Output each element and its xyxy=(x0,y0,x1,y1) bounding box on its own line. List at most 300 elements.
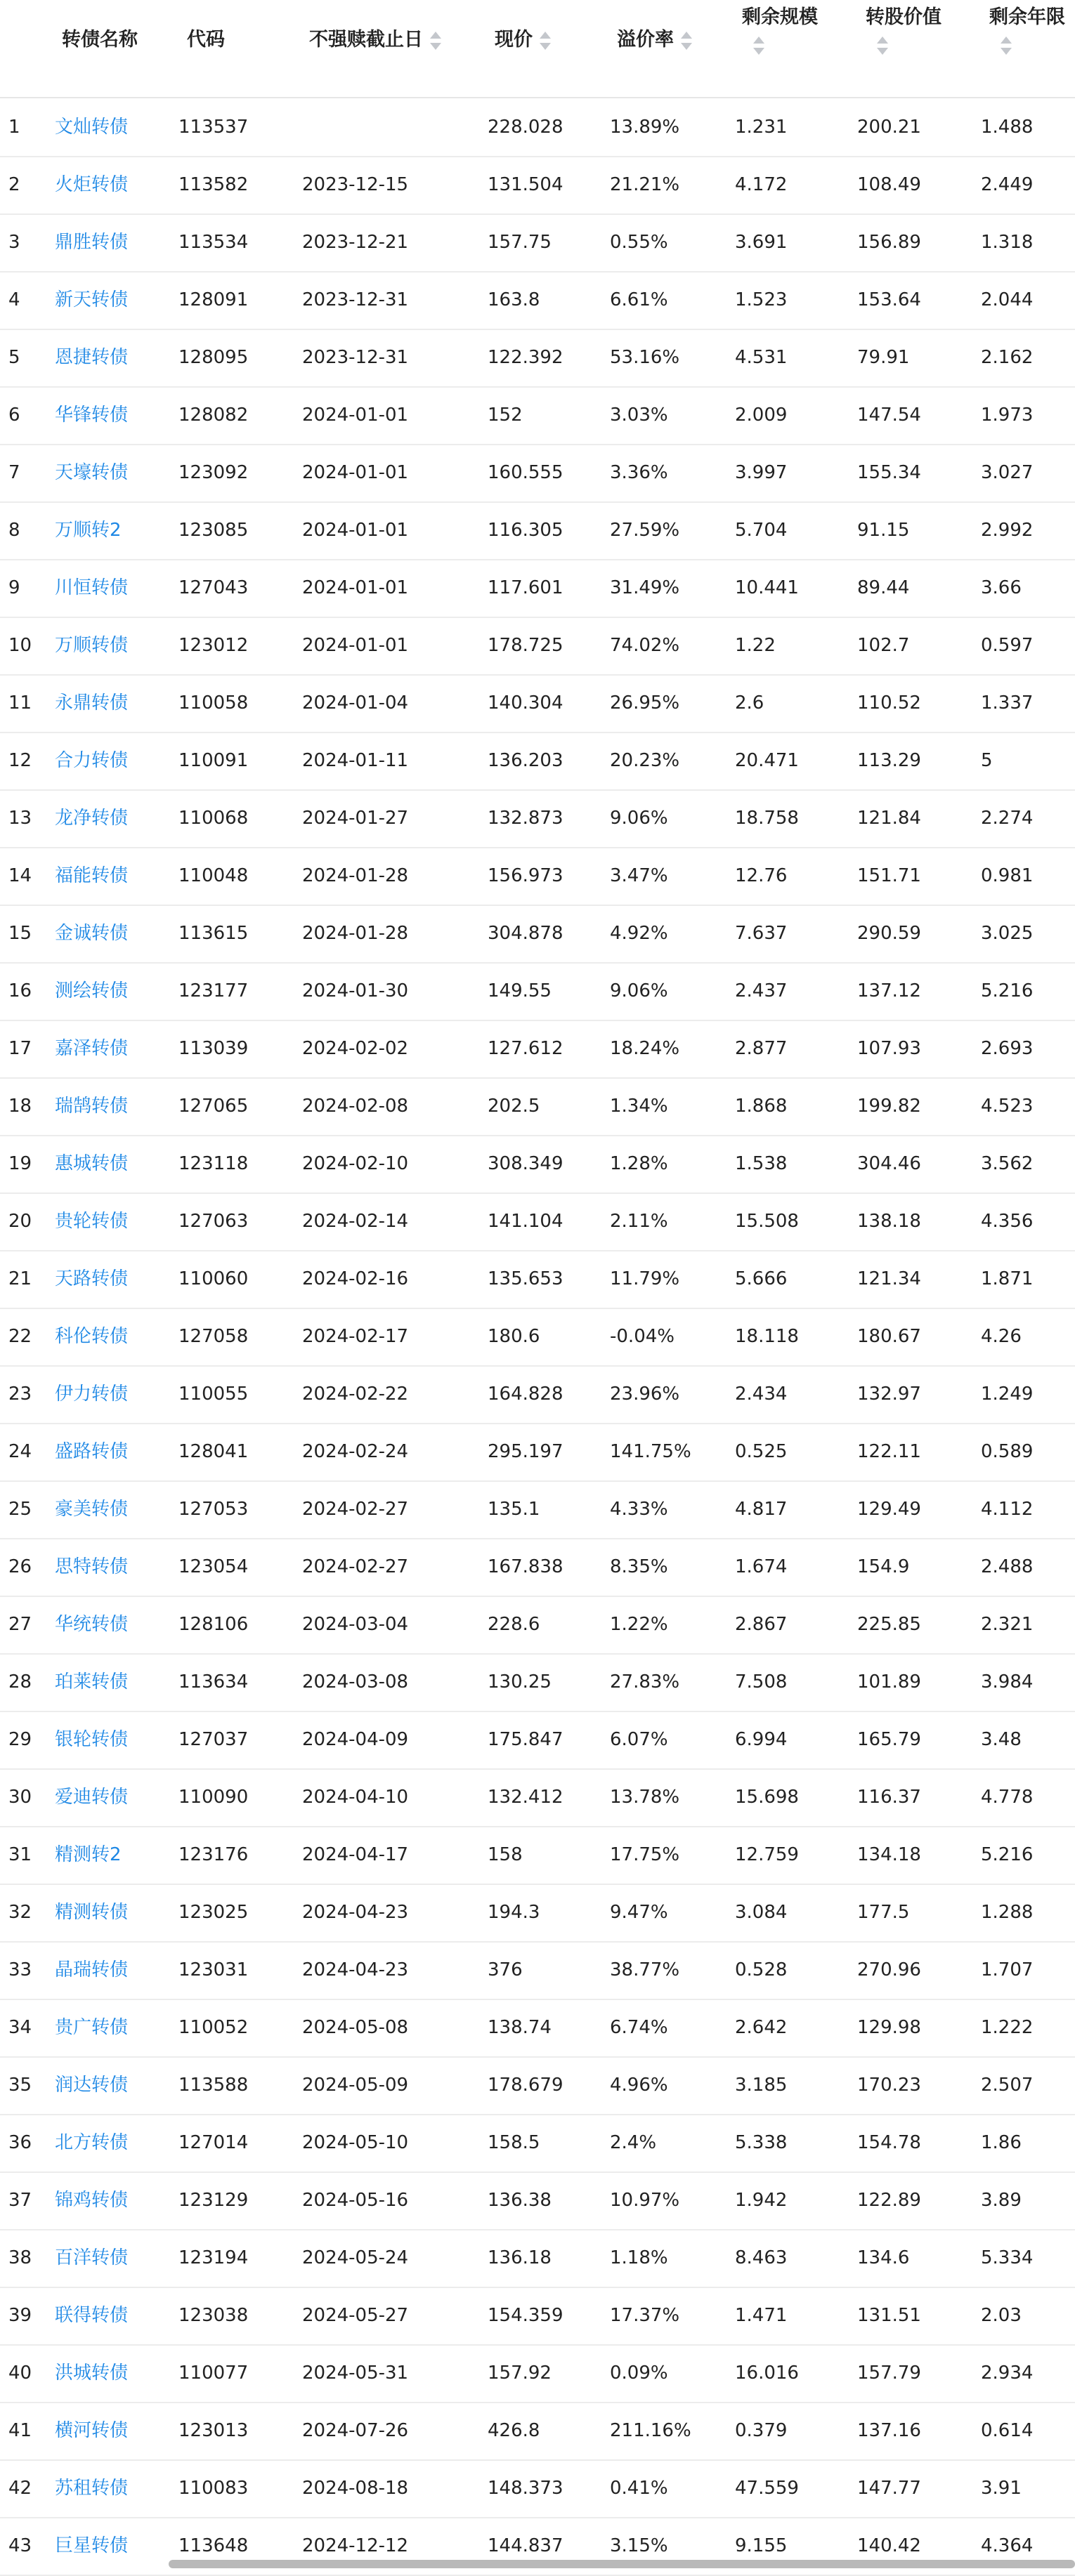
conv-value: 153.64 xyxy=(857,289,921,310)
bond-name-link[interactable]: 爱迪转债 xyxy=(55,1787,129,1808)
premium-value: 23.96% xyxy=(610,1384,680,1405)
col-header-name[interactable] xyxy=(62,28,138,52)
table-row[interactable] xyxy=(0,2114,1075,2173)
scale-value: 0.379 xyxy=(735,2420,788,2441)
row-index: 9 xyxy=(8,577,20,598)
years-value: 1.318 xyxy=(981,232,1034,253)
row-index: 36 xyxy=(8,2132,32,2153)
deadline-date: 2024-01-11 xyxy=(302,750,409,771)
table-row[interactable] xyxy=(0,1826,1075,1885)
bond-name-link[interactable]: 天路转债 xyxy=(55,1268,129,1289)
row-index: 18 xyxy=(8,1096,32,1117)
years-value: 1.973 xyxy=(981,405,1034,426)
price-value: 132.873 xyxy=(488,808,563,829)
premium-value: 17.75% xyxy=(610,1844,680,1865)
conv-value: 134.6 xyxy=(857,2247,910,2268)
scale-value: 16.016 xyxy=(735,2363,799,2384)
table-row[interactable] xyxy=(0,732,1075,791)
col-header-scale[interactable] xyxy=(742,6,818,55)
conv-value: 151.71 xyxy=(857,865,921,886)
premium-value: 6.07% xyxy=(610,1729,668,1750)
conv-value: 79.91 xyxy=(857,347,910,368)
scale-value: 5.338 xyxy=(735,2132,788,2153)
premium-value: 10.97% xyxy=(610,2190,680,2211)
conv-value: 200.21 xyxy=(857,117,921,138)
table-row[interactable] xyxy=(0,1423,1075,1482)
bond-code: 113634 xyxy=(178,1671,249,1693)
scale-value: 4.172 xyxy=(735,174,788,195)
table-row[interactable] xyxy=(0,1711,1075,1770)
years-value: 1.871 xyxy=(981,1268,1034,1289)
deadline-date: 2024-02-14 xyxy=(302,1211,409,1232)
bond-code: 123025 xyxy=(178,1902,249,1923)
price-value: 144.837 xyxy=(488,2535,563,2556)
premium-value: 9.06% xyxy=(610,808,668,829)
scale-value: 1.942 xyxy=(735,2190,788,2211)
bond-name-link[interactable]: 贵广转债 xyxy=(55,2017,129,2038)
table-row[interactable] xyxy=(0,1480,1075,1539)
deadline-date: 2023-12-15 xyxy=(302,174,409,195)
price-value: 136.203 xyxy=(488,750,563,771)
scale-value: 0.528 xyxy=(735,1959,788,1980)
conv-value: 270.96 xyxy=(857,1959,921,1980)
bond-name-link[interactable]: 川恒转债 xyxy=(55,577,129,598)
bond-code: 110068 xyxy=(178,808,249,829)
price-value: 160.555 xyxy=(488,462,563,483)
bond-name-link[interactable]: 思特转债 xyxy=(55,1556,129,1577)
bond-code: 123118 xyxy=(178,1153,249,1174)
row-index: 3 xyxy=(8,232,20,253)
bond-name-link[interactable]: 测绘转债 xyxy=(55,980,129,1001)
bond-code: 110083 xyxy=(178,2478,249,2499)
bond-name-link[interactable]: 万顺转债 xyxy=(55,635,129,656)
table-row[interactable] xyxy=(0,674,1075,733)
price-value: 135.653 xyxy=(488,1268,563,1289)
bond-name-link[interactable]: 恩捷转债 xyxy=(55,347,129,368)
table-row[interactable] xyxy=(0,1999,1075,2058)
row-index: 2 xyxy=(8,174,20,195)
table-row[interactable] xyxy=(0,962,1075,1021)
col-header-years[interactable] xyxy=(989,6,1065,55)
table-header xyxy=(0,0,1075,98)
bond-name-link[interactable]: 巨星转债 xyxy=(55,2535,129,2556)
premium-value: 11.79% xyxy=(610,1268,680,1289)
scale-value: 18.118 xyxy=(735,1326,799,1347)
conv-value: 304.46 xyxy=(857,1153,921,1174)
deadline-date: 2024-05-10 xyxy=(302,2132,409,2153)
premium-value: 3.15% xyxy=(610,2535,668,2556)
row-index: 29 xyxy=(8,1729,32,1750)
table-row[interactable] xyxy=(0,1768,1075,1827)
table-row[interactable] xyxy=(0,1308,1075,1367)
deadline-date: 2024-02-02 xyxy=(302,1038,409,1059)
conv-value: 138.18 xyxy=(857,1211,921,1232)
bond-code: 113615 xyxy=(178,923,249,944)
price-value: 158.5 xyxy=(488,2132,540,2153)
table-row[interactable] xyxy=(0,2402,1075,2461)
scale-value: 3.084 xyxy=(735,1902,788,1923)
years-value: 1.707 xyxy=(981,1959,1034,1980)
deadline-date: 2024-05-27 xyxy=(302,2305,409,2326)
bond-name-link[interactable]: 伊力转债 xyxy=(55,1384,129,1405)
years-value: 5.216 xyxy=(981,980,1034,1001)
deadline-date: 2024-01-01 xyxy=(302,520,409,541)
price-value: 122.392 xyxy=(488,347,563,368)
table-row[interactable] xyxy=(0,1941,1075,2000)
scale-value: 5.666 xyxy=(735,1268,788,1289)
deadline-date: 2023-12-21 xyxy=(302,232,409,253)
premium-value: 4.92% xyxy=(610,923,668,944)
price-value: 175.847 xyxy=(488,1729,563,1750)
table-row[interactable] xyxy=(0,559,1075,618)
row-index: 10 xyxy=(8,635,32,656)
deadline-date: 2024-01-28 xyxy=(302,923,409,944)
bond-name-link[interactable]: 精测转2 xyxy=(55,1844,122,1865)
row-index: 12 xyxy=(8,750,32,771)
table-row[interactable] xyxy=(0,1135,1075,1194)
price-value: 154.359 xyxy=(488,2305,563,2326)
price-value: 127.612 xyxy=(488,1038,563,1059)
conv-value: 147.77 xyxy=(857,2478,921,2499)
conv-value: 156.89 xyxy=(857,232,921,253)
bond-name-link[interactable]: 百洋转债 xyxy=(55,2247,129,2268)
table-row[interactable] xyxy=(0,2056,1075,2115)
table-row[interactable] xyxy=(0,271,1075,330)
conv-value: 165.79 xyxy=(857,1729,921,1750)
bond-name-link[interactable]: 瑞鹄转债 xyxy=(55,1096,129,1117)
table-row[interactable] xyxy=(0,1538,1075,1597)
sort-icon[interactable] xyxy=(877,37,888,55)
deadline-date: 2024-02-27 xyxy=(302,1499,409,1520)
years-value: 5 xyxy=(981,750,993,771)
table-row[interactable] xyxy=(0,98,1075,157)
bond-name-link[interactable]: 洪城转债 xyxy=(55,2363,129,2384)
bond-name-link[interactable]: 惠城转债 xyxy=(55,1153,129,1174)
years-value: 4.778 xyxy=(981,1787,1034,1808)
bond-name-link[interactable]: 贵轮转债 xyxy=(55,1211,129,1232)
col-header-premium[interactable] xyxy=(617,28,692,52)
table-row[interactable] xyxy=(0,2459,1075,2518)
row-index: 16 xyxy=(8,980,32,1001)
deadline-date: 2024-08-18 xyxy=(302,2478,409,2499)
col-header-deadline-label: 不强赎截止日 xyxy=(309,29,423,51)
bond-name-link[interactable]: 银轮转债 xyxy=(55,1729,129,1750)
conv-value: 154.78 xyxy=(857,2132,921,2153)
table-row[interactable] xyxy=(0,789,1075,848)
table-row[interactable] xyxy=(0,156,1075,215)
years-value: 4.364 xyxy=(981,2535,1034,2556)
conv-value: 108.49 xyxy=(857,174,921,195)
row-index: 23 xyxy=(8,1384,32,1405)
bond-code: 113582 xyxy=(178,174,249,195)
table-row[interactable] xyxy=(0,1250,1075,1309)
deadline-date: 2024-04-17 xyxy=(302,1844,409,1865)
bond-name-link[interactable]: 精测转债 xyxy=(55,1902,129,1923)
table-row[interactable] xyxy=(0,1596,1075,1655)
years-value: 1.249 xyxy=(981,1384,1034,1405)
years-value: 5.216 xyxy=(981,1844,1034,1865)
conv-value: 102.7 xyxy=(857,635,910,656)
bond-code: 127063 xyxy=(178,1211,249,1232)
bond-name-link[interactable]: 豪美转债 xyxy=(55,1499,129,1520)
bond-name-link[interactable]: 华锋转债 xyxy=(55,405,129,426)
bond-code: 123176 xyxy=(178,1844,249,1865)
price-value: 138.74 xyxy=(488,2017,552,2038)
table-row[interactable] xyxy=(0,1653,1075,1712)
bond-code: 123038 xyxy=(178,2305,249,2326)
sort-icon[interactable] xyxy=(753,37,764,55)
years-value: 4.523 xyxy=(981,1096,1034,1117)
scale-value: 3.997 xyxy=(735,462,788,483)
row-index: 4 xyxy=(8,289,20,310)
deadline-date: 2024-01-01 xyxy=(302,577,409,598)
price-value: 178.679 xyxy=(488,2075,563,2096)
row-index: 28 xyxy=(8,1671,32,1693)
bond-code: 123177 xyxy=(178,980,249,1001)
premium-value: 3.36% xyxy=(610,462,668,483)
premium-value: 17.37% xyxy=(610,2305,680,2326)
price-value: 426.8 xyxy=(488,2420,540,2441)
price-value: 178.725 xyxy=(488,635,563,656)
table-row[interactable] xyxy=(0,2229,1075,2288)
premium-value: 6.74% xyxy=(610,2017,668,2038)
deadline-date: 2024-02-27 xyxy=(302,1556,409,1577)
years-value: 1.86 xyxy=(981,2132,1022,2153)
row-index: 20 xyxy=(8,1211,32,1232)
bond-code: 113537 xyxy=(178,117,249,138)
conv-value: 110.52 xyxy=(857,692,921,714)
deadline-date: 2024-04-23 xyxy=(302,1902,409,1923)
years-value: 3.984 xyxy=(981,1671,1034,1693)
bond-code: 127014 xyxy=(178,2132,249,2153)
bond-code: 127053 xyxy=(178,1499,249,1520)
table-row[interactable] xyxy=(0,1192,1075,1251)
conv-value: 137.12 xyxy=(857,980,921,1001)
row-index: 7 xyxy=(8,462,20,483)
scale-value: 1.471 xyxy=(735,2305,788,2326)
scale-value: 7.508 xyxy=(735,1671,788,1693)
deadline-date: 2024-02-22 xyxy=(302,1384,409,1405)
deadline-date: 2024-01-30 xyxy=(302,980,409,1001)
table-row[interactable] xyxy=(0,2287,1075,2346)
bond-name-link[interactable]: 文灿转债 xyxy=(55,117,129,138)
deadline-date: 2024-05-24 xyxy=(302,2247,409,2268)
price-value: 116.305 xyxy=(488,520,563,541)
bond-name-link[interactable]: 苏租转债 xyxy=(55,2478,129,2499)
years-value: 3.89 xyxy=(981,2190,1022,2211)
table-row[interactable] xyxy=(0,1365,1075,1424)
bond-name-link[interactable]: 天壕转债 xyxy=(55,462,129,483)
sort-icon[interactable] xyxy=(681,32,692,50)
bond-name-link[interactable]: 锦鸡转债 xyxy=(55,2190,129,2211)
premium-value: 27.59% xyxy=(610,520,680,541)
col-header-name-label: 转债名称 xyxy=(62,29,138,51)
conv-value: 290.59 xyxy=(857,923,921,944)
years-value: 3.027 xyxy=(981,462,1034,483)
bond-code: 113588 xyxy=(178,2075,249,2096)
scale-value: 4.531 xyxy=(735,347,788,368)
bond-name-link[interactable]: 新天转债 xyxy=(55,289,129,310)
deadline-date: 2024-05-08 xyxy=(302,2017,409,2038)
deadline-date: 2024-05-09 xyxy=(302,2075,409,2096)
col-header-conv-value-label: 转股价值 xyxy=(866,6,942,28)
price-value: 295.197 xyxy=(488,1441,563,1462)
bond-code: 127058 xyxy=(178,1326,249,1347)
years-value: 4.112 xyxy=(981,1499,1034,1520)
col-header-code[interactable] xyxy=(187,28,225,52)
years-value: 5.334 xyxy=(981,2247,1034,2268)
sort-icon[interactable] xyxy=(540,32,551,50)
bond-name-link[interactable]: 横河转债 xyxy=(55,2420,129,2441)
table-row[interactable] xyxy=(0,1077,1075,1136)
bond-name-link[interactable]: 联得转债 xyxy=(55,2305,129,2326)
scale-value: 12.76 xyxy=(735,865,788,886)
conv-value: 131.51 xyxy=(857,2305,921,2326)
price-value: 202.5 xyxy=(488,1096,540,1117)
bond-name-link[interactable]: 华统转债 xyxy=(55,1614,129,1635)
col-header-deadline[interactable] xyxy=(309,28,441,52)
table-row[interactable] xyxy=(0,2344,1075,2403)
scrollbar-thumb[interactable] xyxy=(169,2560,1075,2568)
premium-value: 53.16% xyxy=(610,347,680,368)
years-value: 4.26 xyxy=(981,1326,1022,1347)
premium-value: 1.28% xyxy=(610,1153,668,1174)
price-value: 149.55 xyxy=(488,980,552,1001)
deadline-date: 2024-07-26 xyxy=(302,2420,409,2441)
table-row[interactable] xyxy=(0,329,1075,388)
scale-value: 2.009 xyxy=(735,405,788,426)
col-header-price[interactable] xyxy=(495,28,551,52)
scale-value: 4.817 xyxy=(735,1499,788,1520)
years-value: 2.693 xyxy=(981,1038,1034,1059)
table-row[interactable] xyxy=(0,386,1075,445)
row-index: 41 xyxy=(8,2420,32,2441)
table-row[interactable] xyxy=(0,1020,1075,1079)
deadline-date: 2024-12-12 xyxy=(302,2535,409,2556)
premium-value: 27.83% xyxy=(610,1671,680,1693)
row-index: 33 xyxy=(8,1959,32,1980)
col-header-scale-label: 剩余规模 xyxy=(742,6,818,28)
bond-name-link[interactable]: 珀莱转债 xyxy=(55,1671,129,1693)
row-index: 17 xyxy=(8,1038,32,1059)
row-index: 11 xyxy=(8,692,32,714)
premium-value: 3.47% xyxy=(610,865,668,886)
premium-value: 141.75% xyxy=(610,1441,691,1462)
scale-value: 2.6 xyxy=(735,692,764,714)
bond-name-link[interactable]: 万顺转2 xyxy=(55,520,122,541)
years-value: 2.321 xyxy=(981,1614,1034,1635)
table-row[interactable] xyxy=(0,501,1075,560)
scale-value: 0.525 xyxy=(735,1441,788,1462)
scale-value: 1.22 xyxy=(735,635,776,656)
years-value: 2.934 xyxy=(981,2363,1034,2384)
premium-value: 1.18% xyxy=(610,2247,668,2268)
scale-value: 2.867 xyxy=(735,1614,788,1635)
scale-value: 18.758 xyxy=(735,808,799,829)
premium-value: 18.24% xyxy=(610,1038,680,1059)
table-row[interactable] xyxy=(0,2171,1075,2230)
table-row[interactable] xyxy=(0,213,1075,272)
conv-value: 170.23 xyxy=(857,2075,921,2096)
row-index: 40 xyxy=(8,2363,32,2384)
bond-name-link[interactable]: 嘉泽转债 xyxy=(55,1038,129,1059)
conv-value: 137.16 xyxy=(857,2420,921,2441)
bond-code: 110058 xyxy=(178,692,249,714)
bond-code: 123012 xyxy=(178,635,249,656)
price-value: 136.38 xyxy=(488,2190,552,2211)
col-header-conv-value[interactable] xyxy=(866,6,942,55)
conv-value: 121.84 xyxy=(857,808,921,829)
years-value: 1.288 xyxy=(981,1902,1034,1923)
table-row[interactable] xyxy=(0,444,1075,503)
premium-value: 8.35% xyxy=(610,1556,668,1577)
bond-name-link[interactable]: 金诚转债 xyxy=(55,923,129,944)
years-value: 3.562 xyxy=(981,1153,1034,1174)
years-value: 0.597 xyxy=(981,635,1034,656)
years-value: 0.589 xyxy=(981,1441,1034,1462)
bond-code: 110048 xyxy=(178,865,249,886)
bond-name-link[interactable]: 盛路转债 xyxy=(55,1441,129,1462)
years-value: 1.222 xyxy=(981,2017,1034,2038)
premium-value: 1.22% xyxy=(610,1614,668,1635)
premium-value: 4.96% xyxy=(610,2075,668,2096)
sort-icon[interactable] xyxy=(1001,37,1012,55)
scale-value: 10.441 xyxy=(735,577,799,598)
conv-value: 132.97 xyxy=(857,1384,921,1405)
years-value: 0.981 xyxy=(981,865,1034,886)
scale-value: 5.704 xyxy=(735,520,788,541)
sort-icon[interactable] xyxy=(430,32,441,50)
bond-name-link[interactable]: 合力转债 xyxy=(55,750,129,771)
conv-value: 121.34 xyxy=(857,1268,921,1289)
table-row[interactable] xyxy=(0,847,1075,906)
table-row[interactable] xyxy=(0,617,1075,676)
bond-name-link[interactable]: 火炬转债 xyxy=(55,174,129,195)
conv-value: 89.44 xyxy=(857,577,910,598)
price-value: 156.973 xyxy=(488,865,563,886)
bond-name-link[interactable]: 北方转债 xyxy=(55,2132,129,2153)
deadline-date: 2024-04-09 xyxy=(302,1729,409,1750)
premium-value: 20.23% xyxy=(610,750,680,771)
row-index: 26 xyxy=(8,1556,32,1577)
premium-value: 3.03% xyxy=(610,405,668,426)
table-row[interactable] xyxy=(0,1884,1075,1943)
row-index: 42 xyxy=(8,2478,32,2499)
bond-code: 123194 xyxy=(178,2247,249,2268)
years-value: 2.044 xyxy=(981,289,1034,310)
bond-name-link[interactable]: 福能转债 xyxy=(55,865,129,886)
bond-name-link[interactable]: 润达转债 xyxy=(55,2075,129,2096)
row-index: 39 xyxy=(8,2305,32,2326)
conv-value: 147.54 xyxy=(857,405,921,426)
years-value: 2.992 xyxy=(981,520,1034,541)
row-index: 31 xyxy=(8,1844,32,1865)
conv-value: 177.5 xyxy=(857,1902,910,1923)
premium-value: 21.21% xyxy=(610,174,680,195)
years-value: 4.356 xyxy=(981,1211,1034,1232)
premium-value: 0.55% xyxy=(610,232,668,253)
bond-name-link[interactable]: 鼎胜转债 xyxy=(55,232,129,253)
premium-value: 1.34% xyxy=(610,1096,668,1117)
bond-name-link[interactable]: 龙净转债 xyxy=(55,808,129,829)
conv-value: 116.37 xyxy=(857,1787,921,1808)
conv-value: 199.82 xyxy=(857,1096,921,1117)
bond-name-link[interactable]: 科伦转债 xyxy=(55,1326,129,1347)
deadline-date: 2024-05-31 xyxy=(302,2363,409,2384)
table-row[interactable] xyxy=(0,905,1075,964)
bond-name-link[interactable]: 永鼎转债 xyxy=(55,692,129,714)
bond-name-link[interactable]: 晶瑞转债 xyxy=(55,1959,129,1980)
